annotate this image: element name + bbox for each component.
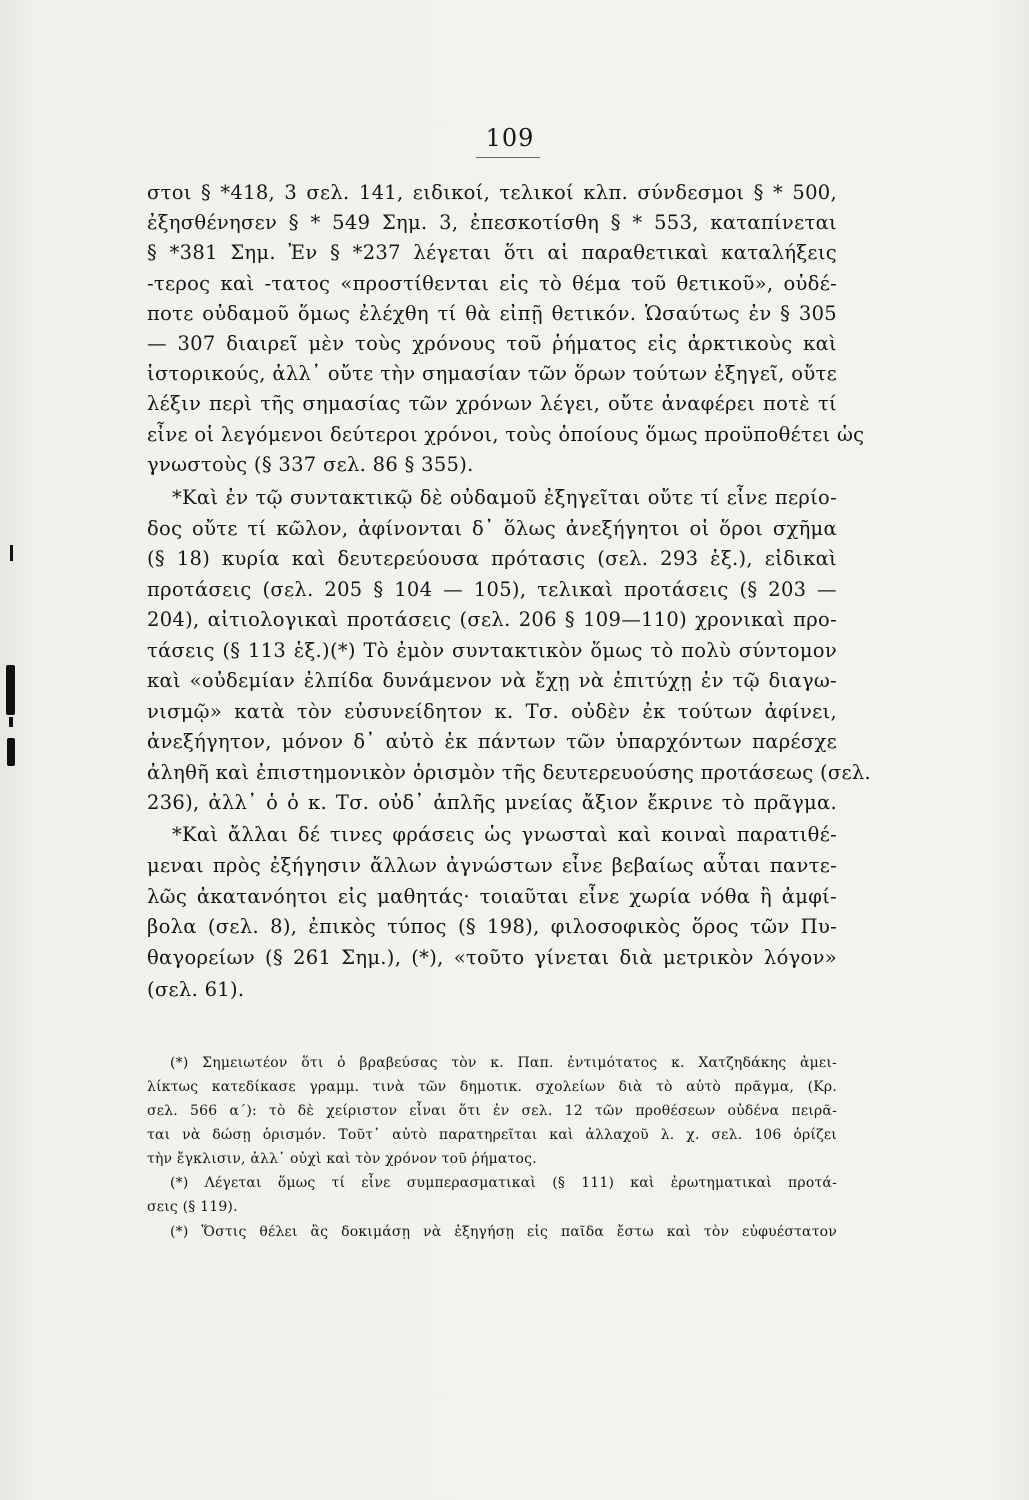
scan-mark: [10, 545, 13, 561]
body-line: 236), ἀλλ᾽ ὁ ὁ κ. Τσ. οὐδ᾽ ἁπλῆς μνείας ἄξιον ἔκρινε τὸ πρᾶγμα.: [147, 791, 837, 814]
body-line: εἶνε οἱ λεγόμενοι δεύτεροι χρόνοι, τοὺς ὁποίους ὅμως προϋποθέτει ὡς: [147, 423, 865, 446]
body-line: — 307 διαιρεῖ μὲν τοὺς χρόνους τοῦ ῥήματος εἰς ἀρκτικοὺς καὶ: [147, 332, 837, 355]
body-line: § *381 Σημ. Ἐν § *237 λέγεται ὅτι αἱ παραθετικαὶ καταλήξεις: [147, 241, 837, 264]
body-line: *Καὶ ἐν τῷ συντακτικῷ δὲ οὐδαμοῦ ἐξηγεῖται οὔτε τί εἶνε περίο-: [172, 486, 837, 509]
page-number-rule: [476, 157, 540, 158]
body-line: νισμῷ» κατὰ τὸν εὐσυνείδητον κ. Τσ. οὐδὲν ἐκ τούτων ἀφίνει,: [147, 700, 837, 723]
body-line: καὶ «οὐδεμίαν ἐλπίδα δυνάμενον νὰ ἔχῃ νὰ ἐπιτύχῃ ἐν τῷ διαγω-: [147, 669, 837, 692]
body-line: (σελ. 61).: [147, 978, 245, 1001]
body-line: -τερος καὶ -τατος «προστίθενται εἰς τὸ θέμα τοῦ θετικοῦ», οὐδέ-: [147, 272, 837, 295]
body-line: λέξιν περὶ τῆς σημασίας τῶν χρόνων λέγει, οὔτε ἀναφέρει ποτὲ τί: [147, 392, 837, 415]
footnote-line: (*) Σημειωτέον ὅτι ὁ βραβεύσας τὸν κ. Παπ. ἐντιμότατος κ. Χατζηδάκης ἀμει-: [170, 1055, 837, 1071]
page-number: 109: [485, 124, 535, 152]
footnote-line: σεις (§ 119).: [147, 1199, 238, 1215]
body-line: ἐξησθένησεν § * 549 Σημ. 3, ἐπεσκοτίσθη § * 553, καταπίνεται: [147, 211, 837, 234]
footnote-line: (*) Λέγεται ὅμως τί εἶνε συμπερασματικαὶ (§ 111) καὶ ἐρωτηματικαὶ προτά-: [170, 1175, 837, 1191]
body-line: τάσεις (§ 113 ἑξ.)(*) Τὸ ἐμὸν συντακτικὸν ὅμως τὸ πολὺ σύντομον: [147, 639, 837, 662]
footnote-line: (*) Ὅστις θέλει ἂς δοκιμάσῃ νὰ ἐξηγήσῃ εἰς παῖδα ἔστω καὶ τὸν εὐφυέστατον: [170, 1224, 837, 1240]
body-line: δος οὔτε τί κῶλον, ἀφίνονται δ᾽ ὅλως ἀνεξήγητοι οἱ ὅροι σχῆμα: [147, 517, 837, 540]
body-line: ἀνεξήγητον, μόνον δ᾽ αὐτὸ ἐκ πάντων τῶν ὑπαρχόντων παρέσχε: [147, 730, 837, 753]
body-line: ποτε οὐδαμοῦ ὅμως ἐλέχθη τί θὰ εἰπῇ θετικόν. Ὡσαύτως ἐν § 305: [147, 302, 837, 325]
body-line: στοι § *418, 3 σελ. 141, ειδικοί, τελικοί κλπ. σύνδεσμοι § * 500,: [147, 181, 837, 204]
footnote-line: λίκτως κατεδίκασε γραμμ. τινὰ τῶν δημοτικ. σχολείων διὰ τὸ αὐτὸ πρᾶγμα, (Κρ.: [147, 1079, 837, 1095]
body-line: ἱστορικούς, ἀλλ᾽ οὔτε τὴν σημασίαν τῶν ὅρων τούτων ἐξηγεῖ, οὔτε: [147, 362, 837, 385]
body-line: θαγορείων (§ 261 Σημ.), (*), «τοῦτο γίνεται διὰ μετρικὸν λόγον»: [147, 946, 837, 969]
body-line: γνωστοὺς (§ 337 σελ. 86 § 355).: [147, 453, 474, 476]
body-line: βολα (σελ. 8), ἐπικὸς τύπος (§ 198), φιλοσοφικὸς ὅρος τῶν Πυ-: [147, 915, 837, 938]
body-line: *Καὶ ἄλλαι δέ τινες φράσεις ὡς γνωσταὶ καὶ κοιναὶ παρατιθέ-: [172, 823, 837, 846]
footnote-line: σελ. 566 α΄): τὸ δὲ χείριστον εἶναι ὅτι ἐν σελ. 12 τῶν προθέσεων οὐδένα πειρᾶ-: [147, 1103, 837, 1119]
footnote-line: ται νὰ δώσῃ ὁρισμόν. Τοῦτ᾽ αὐτὸ παρατηρεῖται καὶ ἀλλαχοῦ λ. χ. σελ. 106 ὁρίζει: [147, 1127, 837, 1143]
body-line: λῶς ἀκατανόητοι εἰς μαθητάς· τοιαῦται εἶνε χωρία νόθα ἢ ἀμφί-: [147, 885, 837, 908]
body-line: (§ 18) κυρία καὶ δευτερεύουσα πρότασις (σελ. 293 ἑξ.), εἰδικαὶ: [147, 547, 837, 570]
footnote-line: τὴν ἔγκλισιν, ἀλλ᾽ οὐχὶ καὶ τὸν χρόνον τοῦ ῥήματος.: [147, 1151, 537, 1167]
scan-mark: [7, 738, 15, 766]
body-line: 204), αἰτιολογικαὶ προτάσεις (σελ. 206 § 109—110) χρονικαὶ προ-: [147, 608, 837, 631]
body-line: μεναι πρὸς ἐξήγησιν ἄλλων ἀγνώστων εἶνε βεβαίως αὗται παντε-: [147, 854, 837, 877]
scan-mark: [6, 665, 15, 715]
body-line: ἀληθῆ καὶ ἐπιστημονικὸν ὁρισμὸν τῆς δευτερευούσης προτάσεως (σελ.: [147, 761, 872, 784]
scan-mark: [9, 717, 13, 727]
body-line: προτάσεις (σελ. 205 § 104 — 105), τελικαὶ προτάσεις (§ 203 —: [147, 578, 837, 601]
